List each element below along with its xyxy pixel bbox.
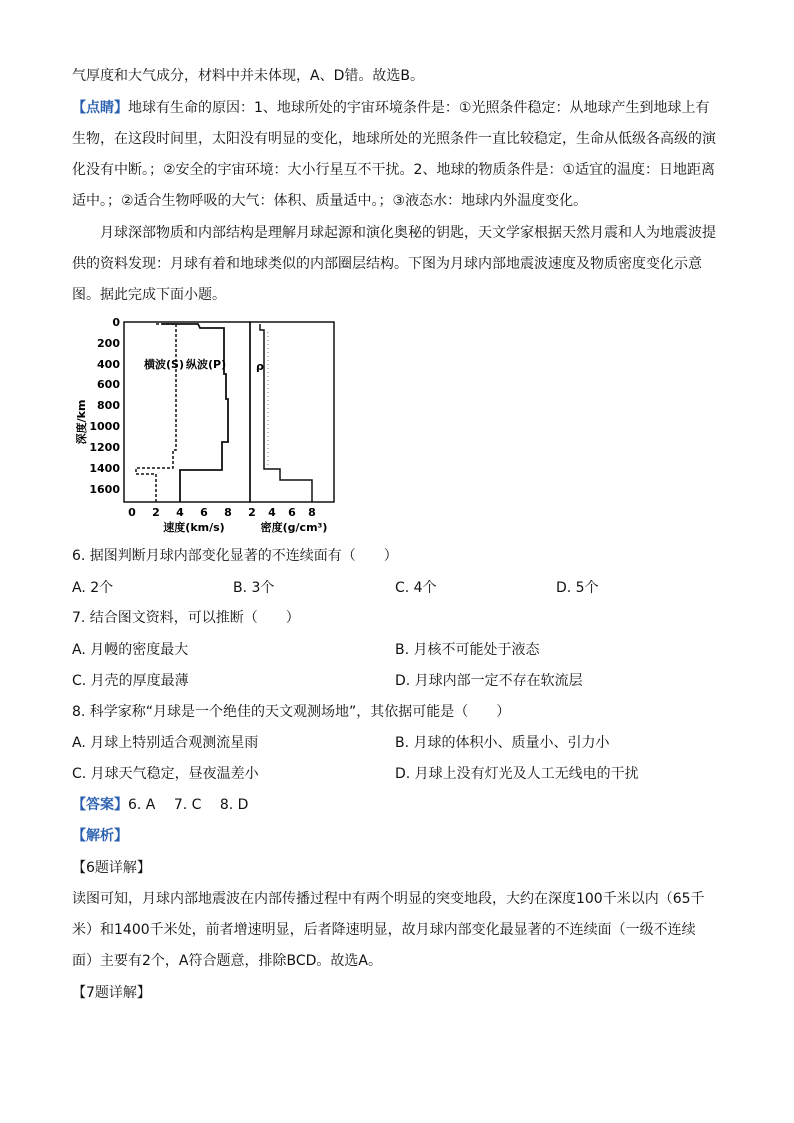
q7-stem: 7. 结合图文资料，可以推断（ ） xyxy=(72,610,300,626)
y-tick: 0 xyxy=(112,316,120,329)
q6-detail-line-1: 读图可知，月球内部地震波在内部传播过程中有两个明显的突变地段，大约在深度100千米以内（65千 xyxy=(72,891,705,907)
q6-detail-label: 【6题详解】 xyxy=(72,860,151,876)
x-tick: 6 xyxy=(288,506,296,519)
q7-option-b[interactable]: B. 月核不可能处于液态 xyxy=(395,642,540,658)
material-line-1: 月球深部物质和内部结构是理解月球起源和演化奥秘的钥匙，天文学家根据天然月震和人为地震波提 xyxy=(100,225,716,241)
tip-line-2: 生物，在这段时间里，太阳没有明显的变化，地球所处的光照条件一直比较稳定，生命从低级各高级的演 xyxy=(72,131,716,147)
q7-option-d[interactable]: D. 月球内部一定不存在软流层 xyxy=(395,673,583,689)
q7-detail-label: 【7题详解】 xyxy=(72,985,151,1001)
velocity-x-ticks xyxy=(128,506,232,519)
q6-detail-line-3: 面）主要有2个，A符合题意，排除BCD。故选A。 xyxy=(72,953,382,969)
tip-line-4: 适中。；②适合生物呼吸的大气：体积、质量适中。；③液态水：地球内外温度变化。 xyxy=(72,193,588,209)
y-tick: 200 xyxy=(97,337,120,350)
density-x-ticks xyxy=(248,506,316,519)
q7-option-a[interactable]: A. 月幔的密度最大 xyxy=(72,642,189,658)
q8-option-d[interactable]: D. 月球上没有灯光及人工无线电的干扰 xyxy=(395,766,639,782)
tip-text-1: 地球有生命的原因：1、地球所处的宇宙环境条件是：①光照条件稳定：从地球产生到地球上有 xyxy=(128,100,710,116)
q8-option-c[interactable]: C. 月球天气稳定，昼夜温差小 xyxy=(72,766,259,782)
y-tick: 400 xyxy=(97,358,120,371)
velocity-panel-frame xyxy=(124,322,250,502)
analysis-label-text: 【解析】 xyxy=(72,828,128,844)
p-wave-curve xyxy=(162,324,228,502)
answer-line xyxy=(72,795,248,815)
q8-option-b[interactable]: B. 月球的体积小、质量小、引力小 xyxy=(395,735,610,751)
rho-label: ρ xyxy=(256,360,264,373)
tip-line-3: 化没有中断。；②安全的宇宙环境：大小行星互不干扰。2、地球的物质条件是：①适宜的温度：日地距离 xyxy=(72,162,716,178)
q7-option-c[interactable]: C. 月壳的厚度最薄 xyxy=(72,673,189,689)
x-tick: 6 xyxy=(200,506,208,519)
x-tick: 8 xyxy=(224,506,232,519)
tip-line-1 xyxy=(72,98,709,118)
analysis-label xyxy=(72,826,128,846)
s-wave-curve xyxy=(136,324,176,502)
answer-label: 【答案】 xyxy=(72,797,128,813)
y-tick: 1000 xyxy=(89,420,120,433)
y-tick-labels xyxy=(89,316,120,496)
q6-detail-line-2: 米）和1400千米处，前者增速明显，后者降速明显，故月球内部变化最显著的不连续面（一级不连续 xyxy=(72,922,696,938)
x-tick: 2 xyxy=(248,506,256,519)
x-tick: 4 xyxy=(176,506,184,519)
p-wave-label: 纵波(P) xyxy=(186,358,227,371)
s-wave-label: 横波(S) xyxy=(144,358,184,371)
y-tick: 1600 xyxy=(89,483,120,496)
seismic-density-diagram xyxy=(76,312,346,538)
y-axis-label: 深度/km xyxy=(76,399,88,445)
y-tick: 1200 xyxy=(89,441,120,454)
x-tick: 4 xyxy=(268,506,276,519)
q6-option-b[interactable]: B. 3个 xyxy=(233,580,275,596)
q8-stem: 8. 科学家称“月球是一个绝佳的天文观测场地”，其依据可能是（ ） xyxy=(72,704,511,720)
density-x-label: 密度(g/cm³) xyxy=(260,521,328,534)
x-tick: 2 xyxy=(152,506,160,519)
moon-interior-figure xyxy=(76,312,346,538)
q6-option-a[interactable]: A. 2个 xyxy=(72,580,114,596)
q6-stem: 6. 据图判断月球内部变化显著的不连续面有（ ） xyxy=(72,548,398,564)
y-tick: 800 xyxy=(97,399,120,412)
intro-line: 气厚度和大气成分，材料中并未体现，A、D错。故选B。 xyxy=(72,68,424,84)
q6-option-c[interactable]: C. 4个 xyxy=(395,580,437,596)
y-tick: 600 xyxy=(97,378,120,391)
y-tick: 1400 xyxy=(89,462,120,475)
x-tick: 0 xyxy=(128,506,136,519)
x-tick: 8 xyxy=(308,506,316,519)
density-panel-frame xyxy=(250,322,334,502)
material-line-3: 图。据此完成下面小题。 xyxy=(72,287,226,303)
q8-option-a[interactable]: A. 月球上特别适合观测流星雨 xyxy=(72,735,259,751)
answer-text: 6. A 7. C 8. D xyxy=(128,797,249,813)
tip-label: 【点睛】 xyxy=(72,100,128,116)
material-line-2: 供的资料发现：月球有着和地球类似的内部圈层结构。下图为月球内部地震波速度及物质密度变化示意 xyxy=(72,256,702,272)
velocity-x-label: 速度(km/s) xyxy=(163,521,225,534)
q6-option-d[interactable]: D. 5个 xyxy=(556,580,599,596)
